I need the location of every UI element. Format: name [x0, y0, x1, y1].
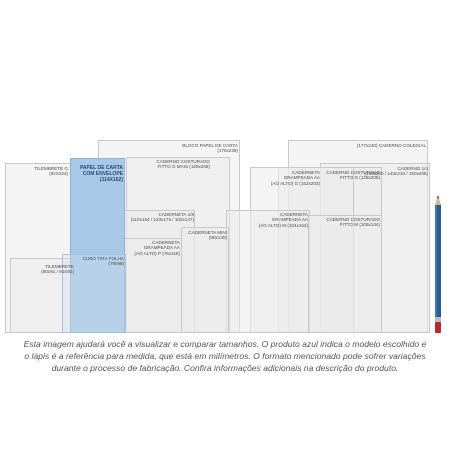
label-caderneta-grampeada-aa-ao-alto-m: CADERNETA GRAMPEADA AA (AO ALTO) M (104x152) [258, 212, 308, 228]
caption-text: Esta imagem ajudará você a visualizar e comparar tamanhos. O produto azul indica o modelo escolhido e o lápis é a referência para medida, que está em milímetros. O formato mencionado pode sofrer variações durante o processo de fabricação. Confira informações adicionais na descrição do produto. [23, 339, 427, 374]
label-caderno-1-4: CADERNO 1/4 (140x200 / 140x210 / 150x208) [364, 166, 428, 177]
label-caderno-costurado-fitto-g: CADERNO COSTURADO FITTO G (128x208) [326, 170, 380, 181]
box-caderneta-mini [181, 227, 229, 333]
label-caderno-costurado-fitto-g-mais: CADERNO COSTURADO FITTO G MAIS (128x208) [156, 159, 210, 170]
label-caderno-colegial: (177x240) CADERNO COLEGIAL [356, 143, 426, 148]
label-cubo-tira-folha: CUBO TIRA FOLHA (79x98) [82, 256, 124, 267]
label-caderno-costurado-fitto-m: CADERNO COSTURADO FITTO M (105x144) [326, 217, 380, 228]
label-tilembrete: TILEMBRETE (80x91 / 91X92) [41, 264, 74, 275]
box-caderno-costurado-fitto-m [308, 215, 382, 333]
label-caderno-grampeada-aa-ao-alto-g: CADERNETA GRAMPEADA AA (AO ALTO) G (152x203) [270, 170, 320, 186]
pencil-icon [432, 195, 444, 335]
label-caderneta-mini: CADERNETA MINI (90x130) [188, 230, 227, 241]
box-caderneta-grampeada-aa-ao-alto-m [226, 210, 310, 333]
label-bloco-papel-de-carta: BLOCO PAPEL DE CARTA (176x239) [182, 143, 238, 154]
label-caderneta-1-8: CADERNETA 1/8 (110x154 / 123x176 / 102x147) [130, 212, 194, 223]
label-tilembrete-g: TILEMBRETE G (82X224) [34, 166, 68, 177]
label-caderneta-grampeada-aa-ao-alto-p: CADERNETA GRAMPEADA AA (AO ALTO) P (76x118) [134, 240, 180, 256]
label-papel-de-carta-com-envelope: PAPEL DE CARTA COM ENVELOPE (114X162) [79, 165, 123, 183]
